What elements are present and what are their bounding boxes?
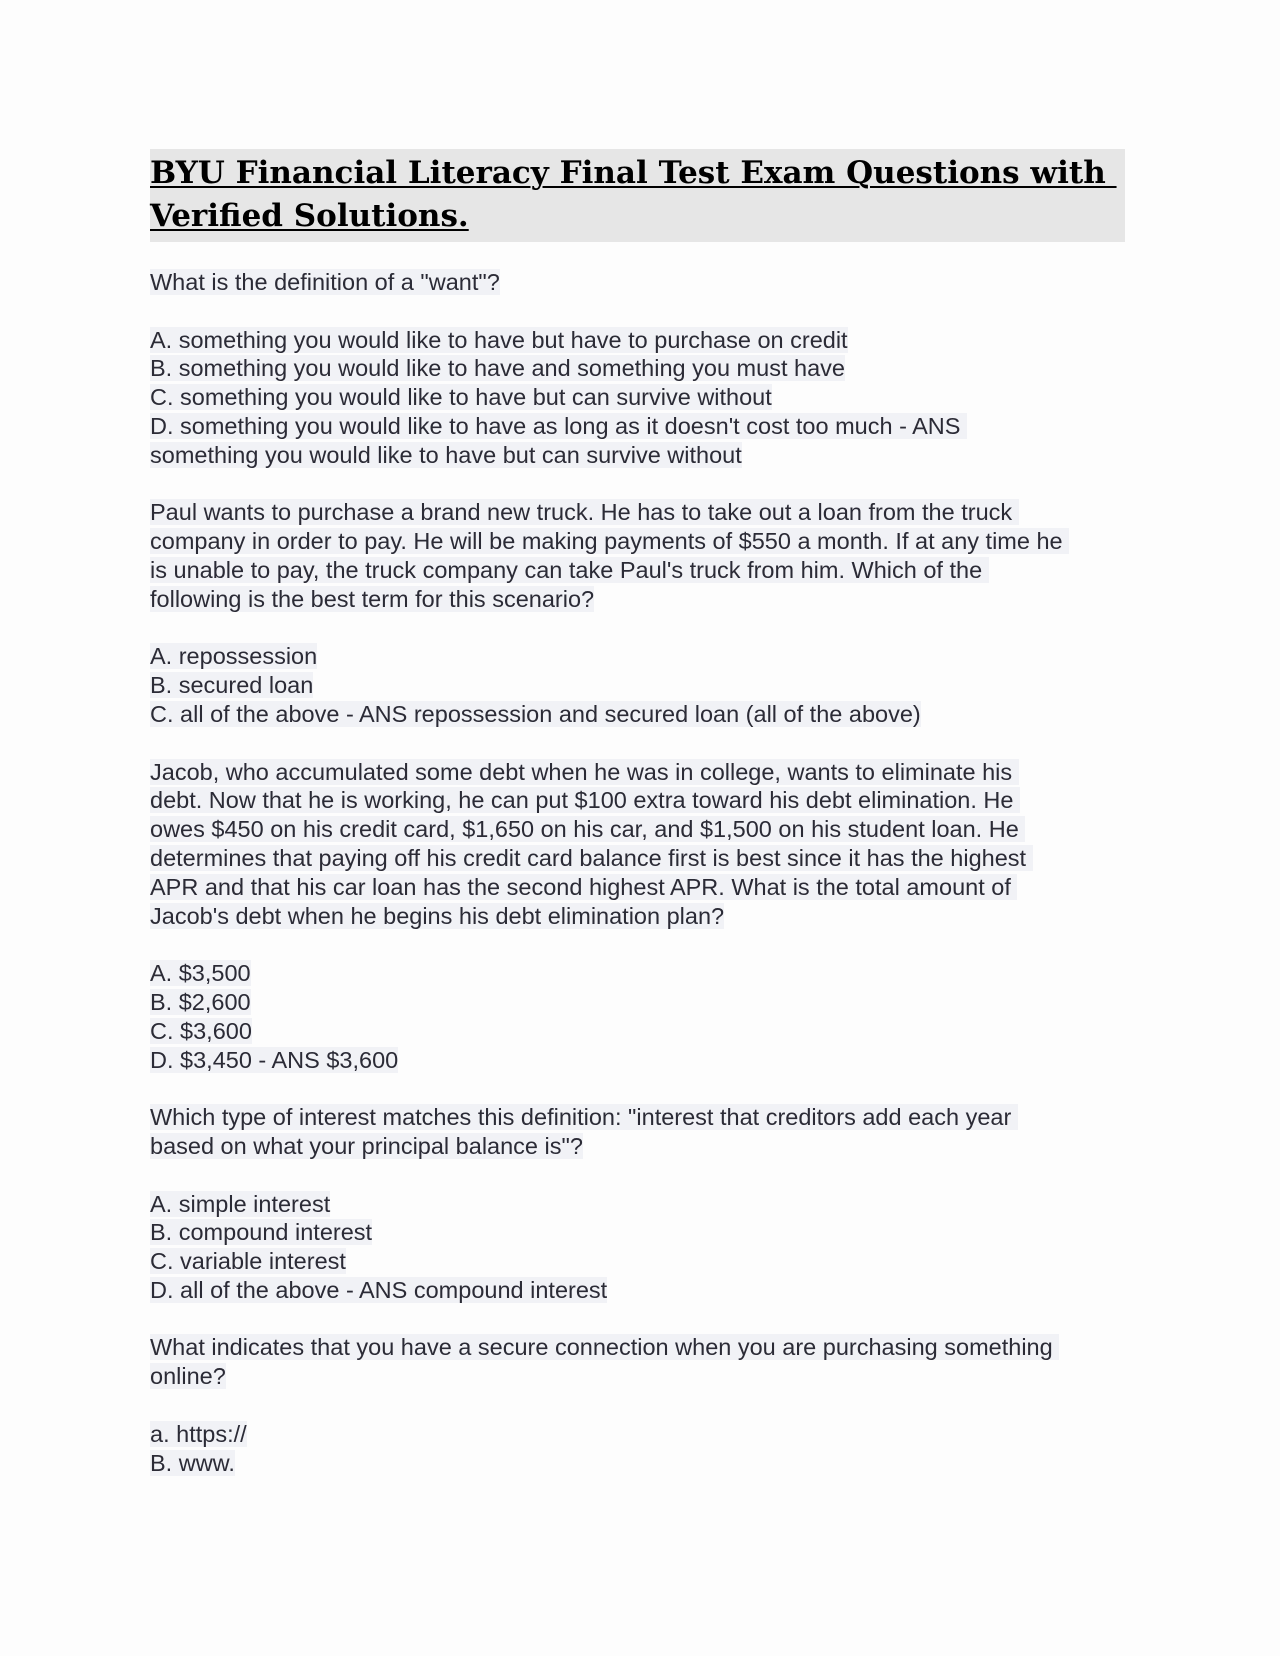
question-1 xyxy=(150,268,1125,297)
question-3 xyxy=(150,758,1125,931)
paragraph-gap xyxy=(150,614,1125,643)
text-line-content: based on what your principal balance is"? xyxy=(150,1132,583,1159)
title-line-2: Verified Solutions. xyxy=(150,198,469,234)
paragraph-gap xyxy=(150,930,1125,959)
text-line-content: B. $2,600 xyxy=(150,988,251,1015)
text-line xyxy=(150,1190,1125,1219)
text-line xyxy=(150,1362,1125,1391)
answers-1 xyxy=(150,326,1125,470)
answers-4 xyxy=(150,1190,1125,1305)
text-line xyxy=(150,585,1125,614)
text-line-content: online? xyxy=(150,1363,226,1390)
paragraph-gap xyxy=(150,1305,1125,1334)
text-line-content: A. simple interest xyxy=(150,1190,331,1217)
text-line-content: B. www. xyxy=(150,1449,235,1476)
text-line xyxy=(150,873,1125,902)
text-line-content: D. $3,450 - ANS $3,600 xyxy=(150,1046,399,1073)
text-line-content: following is the best term for this scenario? xyxy=(150,585,595,612)
question-2 xyxy=(150,498,1125,613)
question-5 xyxy=(150,1333,1125,1391)
text-line-content: Paul wants to purchase a brand new truck. He has to take out a loan from the truck xyxy=(150,499,1019,526)
text-line xyxy=(150,1333,1125,1362)
paragraph-gap xyxy=(150,1074,1125,1103)
text-line xyxy=(150,1276,1125,1305)
text-line-content: D. something you would like to have as long as it doesn't cost too much - ANS xyxy=(150,412,967,439)
answers-2 xyxy=(150,642,1125,728)
text-line xyxy=(150,902,1125,931)
text-line xyxy=(150,383,1125,412)
text-line xyxy=(150,959,1125,988)
text-line-content: B. compound interest xyxy=(150,1219,373,1246)
text-line xyxy=(150,326,1125,355)
text-line-content: APR and that his car loan has the second highest APR. What is the total amount of xyxy=(150,873,1018,900)
text-line xyxy=(150,815,1125,844)
paragraph-gap xyxy=(150,1391,1125,1420)
document-page xyxy=(150,149,1125,1477)
text-line-content: owes $450 on his credit card, $1,650 on his car, and $1,500 on his student loan. He xyxy=(150,816,1026,843)
answers-3 xyxy=(150,959,1125,1074)
text-line-content: C. variable interest xyxy=(150,1248,346,1275)
text-line-content: C. $3,600 xyxy=(150,1017,252,1044)
text-line-content: a. https:// xyxy=(150,1420,247,1447)
text-line xyxy=(150,642,1125,671)
paragraph-gap xyxy=(150,729,1125,758)
text-line xyxy=(150,1449,1125,1478)
text-line-content: What is the definition of a "want"? xyxy=(150,269,500,295)
text-line-content: B. secured loan xyxy=(150,672,314,699)
text-line-content: A. $3,500 xyxy=(150,960,251,987)
text-line xyxy=(150,412,1125,441)
text-line-content: C. something you would like to have but can survive without xyxy=(150,384,772,411)
text-line xyxy=(150,1103,1125,1132)
title-line-1: BYU Financial Literacy Final Test Exam Questions with xyxy=(150,155,1117,191)
text-line xyxy=(150,786,1125,815)
text-line-content: D. all of the above - ANS compound interest xyxy=(150,1276,608,1303)
text-line xyxy=(150,700,1125,729)
text-line-content: B. something you would like to have and something you must have xyxy=(150,355,845,382)
text-line xyxy=(150,1132,1125,1161)
question-4 xyxy=(150,1103,1125,1161)
text-line xyxy=(150,1247,1125,1276)
text-line xyxy=(150,498,1125,527)
text-line xyxy=(150,988,1125,1017)
text-line xyxy=(150,354,1125,383)
text-line xyxy=(150,1017,1125,1046)
text-line xyxy=(150,1420,1125,1449)
paragraph-gap xyxy=(150,1161,1125,1190)
text-line-content: A. repossession xyxy=(150,643,318,670)
text-line-content: Jacob, who accumulated some debt when he was in college, wants to eliminate his xyxy=(150,758,1019,785)
text-line xyxy=(150,527,1125,556)
text-line-content: determines that paying off his credit card balance first is best since it has the highest xyxy=(150,844,1033,871)
text-line-content: C. all of the above - ANS repossession and secured loan (all of the above) xyxy=(150,700,921,727)
text-line xyxy=(150,268,1125,297)
text-line-content: Jacob's debt when he begins his debt elimination plan? xyxy=(150,902,725,929)
text-line-content: What indicates that you have a secure connection when you are purchasing something xyxy=(150,1334,1060,1361)
document-body xyxy=(150,268,1125,1477)
text-line-content: something you would like to have but can survive without xyxy=(150,441,742,468)
text-line-content: company in order to pay. He will be making payments of $550 a month. If at any time he xyxy=(150,528,1070,555)
text-line xyxy=(150,556,1125,585)
paragraph-gap xyxy=(150,297,1125,326)
text-line-content: debt. Now that he is working, he can put $100 extra toward his debt elimination. He xyxy=(150,787,1020,814)
text-line xyxy=(150,1046,1125,1075)
text-line xyxy=(150,844,1125,873)
text-line xyxy=(150,1218,1125,1247)
document-title xyxy=(150,152,1125,238)
text-line xyxy=(150,758,1125,787)
answers-5 xyxy=(150,1420,1125,1478)
title-block xyxy=(150,149,1125,242)
text-line-content: Which type of interest matches this definition: "interest that creditors add each year xyxy=(150,1104,1018,1131)
paragraph-gap xyxy=(150,470,1125,499)
text-line-content: A. something you would like to have but have to purchase on credit xyxy=(150,326,848,353)
text-line-content: is unable to pay, the truck company can take Paul's truck from him. Which of the xyxy=(150,556,989,583)
text-line xyxy=(150,441,1125,470)
text-line xyxy=(150,671,1125,700)
